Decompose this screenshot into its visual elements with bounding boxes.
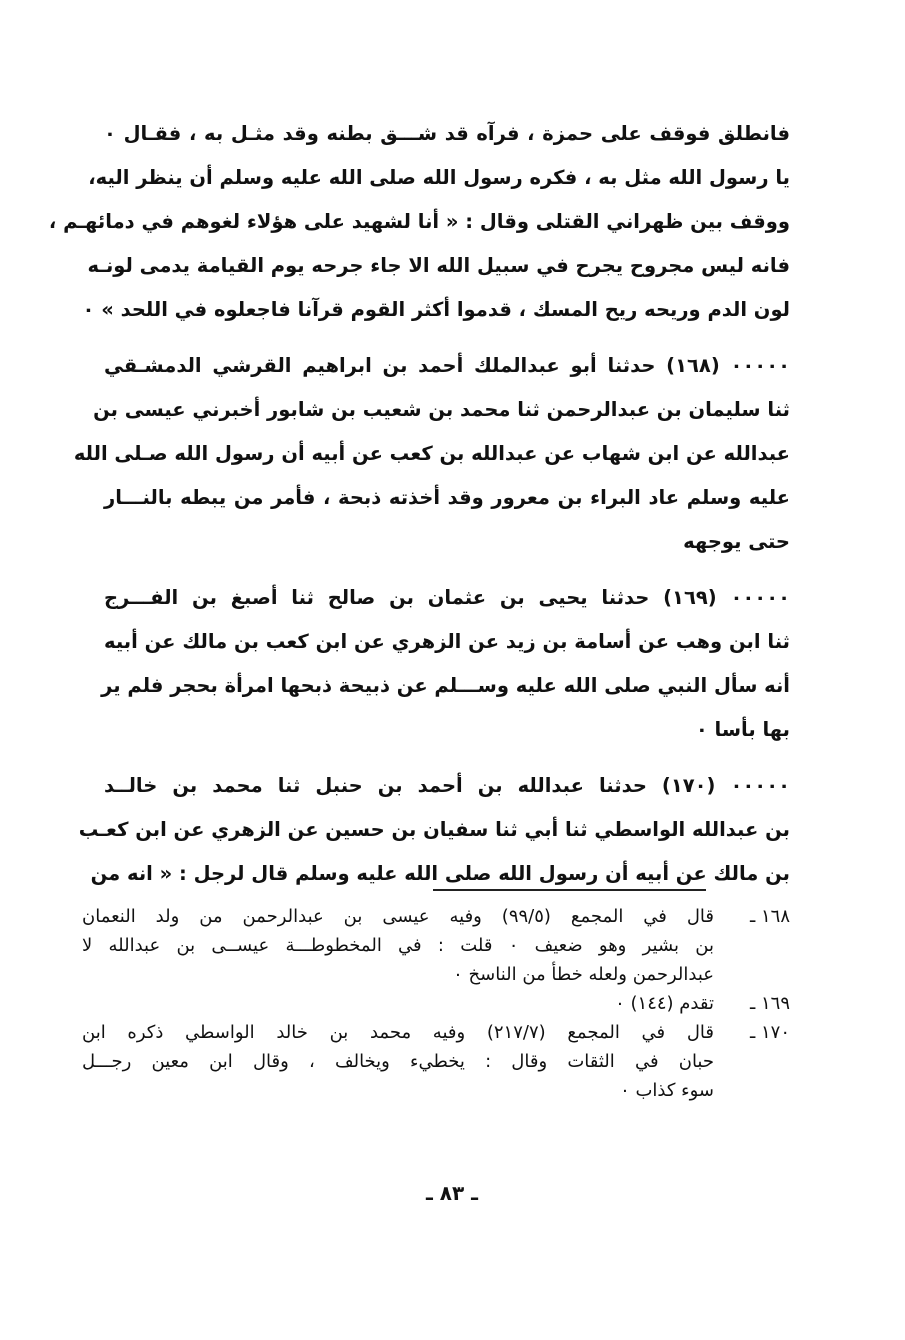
hadith-168-start: ٠٠٠٠٠ (١٦٨) حدثنا أبو عبدالملك أحمد بن ابراهيم القرشي الدمشـقي	[104, 354, 790, 377]
hadith-169-start: ٠٠٠٠٠ (١٦٩) حدثنا يحيى بن عثمان بن صالح ثنا أصبغ بن الفـــرج	[104, 586, 790, 609]
footnotes	[82, 902, 790, 1105]
main-text	[48, 112, 790, 896]
footnote-169	[82, 989, 790, 1018]
footnote-divider	[433, 889, 706, 891]
footnote-body	[82, 1018, 714, 1105]
body-line: حتى يوجهه	[683, 530, 790, 553]
footnote-number: ١٦٩ ـ	[749, 993, 790, 1014]
footnote-170	[82, 1018, 790, 1105]
footnote-line: قال في المجمع (٩٩/٥) وفيه عيسى بن عبدالرحمن من ولد النعمان	[82, 906, 714, 927]
body-line: عليه وسلم عاد البراء بن معرور وقد أخذته ذبحة ، فأمر من يبطه بالنـــار	[104, 486, 790, 509]
page-number: ـ ٨٣ ـ	[425, 1181, 479, 1205]
footnote-body	[82, 989, 714, 1018]
body-line: فانه ليس مجروح يجرح في سبيل الله الا جاء جرحه يوم القيامة يدمى لونـه	[87, 254, 790, 277]
body-line: فانطلق فوقف على حمزة ، فرآه قد شـــق بطنه وقد مثـل به ، فقـال ٠	[104, 122, 790, 145]
paragraph-gap	[104, 564, 790, 576]
body-line: ثنا سليمان بن عبدالرحمن ثنا محمد بن شعيب بن شابور أخبرني عيسى بن	[93, 398, 790, 421]
body-line: ووقف بين ظهراني القتلى وقال : « أنا لشهيد على هؤلاء لغوهم في دمائهـم ،	[48, 210, 790, 233]
footnote-number: ١٦٨ ـ	[749, 906, 790, 927]
body-line: عبدالله عن ابن شهاب عن عبدالله بن كعب عن أبيه أن رسول الله صـلى الله	[73, 442, 790, 465]
body-line: يا رسول الله مثل به ، فكره رسول الله صلى الله عليه وسلم أن ينظر اليه،	[88, 166, 790, 189]
footnote-line: تقدم (١٤٤) ٠	[615, 993, 714, 1014]
body-line: لون الدم وريحه ريح المسك ، قدموا أكثر القوم قرآنا فاجعلوه في اللحد » ٠	[82, 298, 790, 321]
hadith-170-start: ٠٠٠٠٠ (١٧٠) حدثنا عبدالله بن أحمد بن حنبل ثنا محمد بن خالــد	[104, 774, 790, 797]
footnote-line: حبان في الثقات وقال : يخطيء ويخالف ، وقال ابن معين رجـــل	[82, 1051, 714, 1072]
footnote-168	[82, 902, 790, 989]
footnote-line: سوء كذاب ٠	[620, 1080, 714, 1101]
body-line: بن عبدالله الواسطي ثنا أبي ثنا سفيان بن حسين عن الزهري عن ابن كعـب	[78, 818, 790, 841]
footnote-line: بن بشير وهو ضعيف ٠ قلت : في المخطوطـــة عيســى بن عبدالله لا	[82, 935, 715, 956]
body-line: أنه سأل النبي صلى الله عليه وســـلم عن ذبيحة ذبحها امرأة بحجر فلم ير	[101, 674, 790, 697]
footnote-line: قال في المجمع (٢١٧/٧) وفيه محمد بن خالد الواسطي ذكره ابن	[82, 1022, 714, 1043]
body-line: بن مالك عن أبيه أن رسول الله صلى الله عليه وسلم قال لرجل : « انه من	[90, 862, 790, 885]
paragraph-gap	[104, 752, 790, 764]
footnote-number: ١٧٠ ـ	[749, 1022, 790, 1043]
footnote-line: عبدالرحمن ولعله خطأ من الناسخ ٠	[453, 964, 714, 985]
body-line: بها بأسا ٠	[695, 718, 790, 741]
paragraph-gap	[104, 332, 790, 344]
body-line: ثنا ابن وهب عن أسامة بن زيد عن الزهري عن ابن كعب بن مالك عن أبيه	[104, 630, 790, 653]
footnote-body	[82, 902, 714, 989]
